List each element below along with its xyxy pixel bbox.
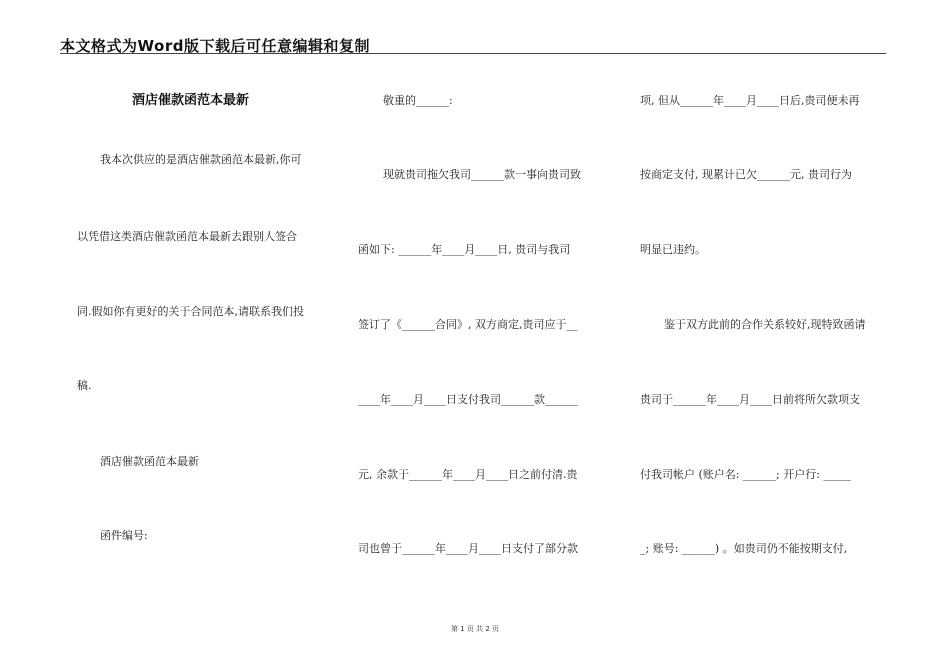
paragraph-line: _; 账号: ______) 。如贵司仍不能按期支付,: [640, 542, 848, 555]
paragraph-line: 项, 但从______年____月____日后,贵司便未再: [640, 94, 860, 107]
page-number: 第 1 页 共 2 页: [450, 625, 500, 633]
paragraph-line: 鉴于双方此前的合作关系较好,现特致函请: [664, 318, 866, 331]
paragraph-line: 签订了《______合同》, 双方商定,贵司应于__: [358, 318, 578, 331]
paragraph-line: 稿.: [77, 379, 92, 392]
paragraph-line: 明显已违约。: [640, 243, 706, 256]
letter-title: 酒店催款函范本最新: [132, 93, 250, 108]
paragraph-line: 贵司于______年____月____日前将所欠款项支: [640, 393, 860, 406]
paragraph-line: 司也曾于______年____月____日支付了部分款: [358, 542, 578, 555]
download-notice: 本文格式为Word版下载后可任意编辑和复制: [60, 37, 370, 55]
paragraph-line: ____年____月____日支付我司______款______: [358, 393, 578, 406]
paragraph-line: 按商定支付, 现累计已欠______元, 贵司行为: [640, 168, 852, 181]
salutation: 敬重的______:: [383, 94, 453, 107]
header-divider: [60, 53, 886, 54]
paragraph-line: 以凭借这类酒店催款函范本最新去跟别人签合: [77, 230, 297, 243]
letter-number-label: 函件编号:: [100, 529, 148, 542]
paragraph-line: 现就贵司拖欠我司______款一事向贵司致: [383, 168, 581, 181]
paragraph-line: 元, 余款于______年____月____日之前付清.贵: [358, 468, 578, 481]
section-heading: 酒店催款函范本最新: [100, 455, 199, 468]
paragraph-line: 函如下: ______年____月____日, 贵司与我司: [358, 243, 571, 256]
paragraph-line: 付我司帐户 (账户名: ______; 开户行: _____: [640, 468, 851, 481]
paragraph-line: 我本次供应的是酒店催款函范本最新,你可: [100, 153, 302, 166]
paragraph-line: 同.假如你有更好的关于合同范本,请联系我们投: [77, 305, 304, 318]
